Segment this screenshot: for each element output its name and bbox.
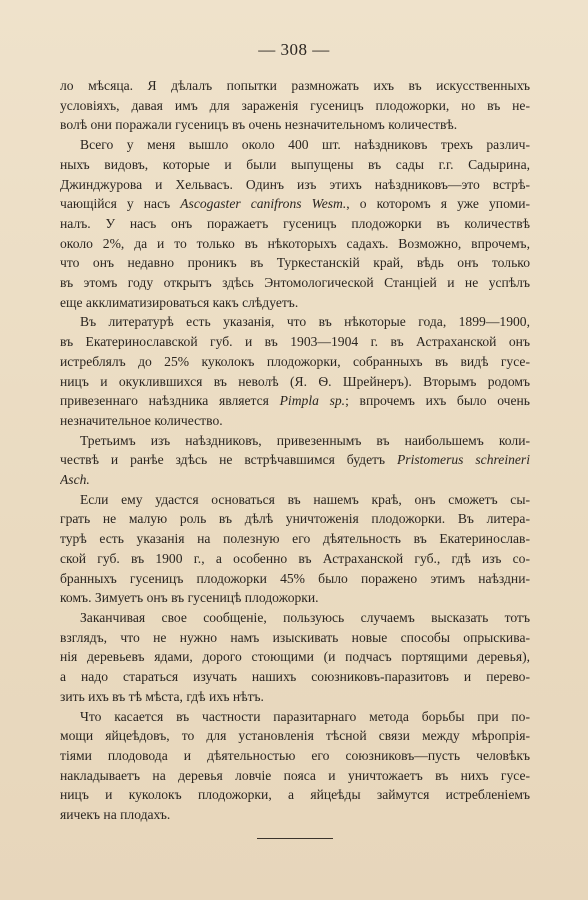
text-line xyxy=(60,470,530,490)
text-line: нія деревьевъ ядами, дорого стоющими (и подчасъ портящими деревья), xyxy=(60,649,530,665)
text-line: въ Екатеринославской губ. и въ 1903—1904 г. въ Астраханской онъ xyxy=(60,334,530,350)
text-line: ницъ и куколокъ плодожорки, а яйцеѣды займутся истребленіемъ xyxy=(60,787,530,803)
text-line: Заканчивая свое сообщеніе, пользуюсь случаемъ высказать тотъ xyxy=(80,609,530,625)
text-line: привезеннаго наѣздника является Pimpla sp.; впрочемъ ихъ было очень xyxy=(60,393,530,409)
text-line: въ этомъ году открытъ здѣсь Энтомологической Станціей и не успѣлъ xyxy=(60,275,530,291)
text-line: еще акклиматизироваться какъ слѣдуетъ. xyxy=(60,294,299,310)
text-line: Джинджурова и Хельвасъ. Одинъ изъ этихъ наѣздниковъ—это встрѣ- xyxy=(60,176,530,192)
text-line: что онъ недавно проникъ въ Туркестанскій край, вѣдь онъ только xyxy=(60,255,530,271)
text-line: грать не малую роль въ дѣлѣ уничтоженія плодожорки. Въ литера- xyxy=(60,511,530,527)
text-line: ныхъ видовъ, которые и были выпущены въ сады г.г. Садырина, xyxy=(60,156,530,172)
text-line: тіями плодовода и дѣятельностью его союзниковъ—пусть человѣкъ xyxy=(60,747,530,763)
body-text xyxy=(60,76,530,825)
text-line: Что касается въ частности паразитарнаго метода борьбы при по- xyxy=(80,708,530,724)
page-number: — 308 — xyxy=(258,40,330,59)
text-line: накладываетъ на деревья ловчіе пояса и уничтожаетъ въ нихъ гусе- xyxy=(60,767,530,783)
text-line: а надо стараться изучать нашихъ союзниковъ-паразитовъ и перево- xyxy=(60,669,530,685)
text-line: Всего у меня вышло около 400 шт. наѣздниковъ трехъ различ- xyxy=(80,137,530,153)
text-line: зить ихъ въ тѣ мѣста, гдѣ ихъ нѣтъ. xyxy=(60,688,264,704)
text-line: ницъ и окуклившихся въ неволѣ (Я. Ѳ. Шрейнеръ). Вторымъ родомъ xyxy=(60,373,530,389)
species-name: Pristomerus schreineri xyxy=(397,452,530,468)
text-line: Третьимъ изъ наѣздниковъ, привезеннымъ въ наибольшемъ коли- xyxy=(80,432,530,448)
text-line: турѣ есть указанія на полезную его дѣятельность въ Екатеринослав- xyxy=(60,531,530,547)
text-line: взглядъ, что не нужно намъ изыскивать новые способы опрыскива- xyxy=(60,629,530,645)
text-line: истреблялъ до 25% куколокъ плодожорки, собранныхъ въ видѣ гусе- xyxy=(60,353,530,369)
text-line: чающійся у насъ Ascogaster canifrons Wesm., о которомъ я уже упоми- xyxy=(60,196,530,212)
text-line: около 2%, да и то только въ нѣкоторыхъ садахъ. Возможно, впрочемъ, xyxy=(60,235,530,251)
text-line: чествѣ и ранѣе здѣсь не встрѣчавшимся будетъ Pristomerus schreineri xyxy=(60,452,530,468)
text-line: бранныхъ гусеницъ плодожорки 45% было поражено этимъ наѣздни- xyxy=(60,570,530,586)
text-line: условіяхъ, давая имъ для зараженія гусеницъ плодожорки, но въ не- xyxy=(60,97,530,113)
text-line: Если ему удастся основаться въ нашемъ краѣ, онъ сможетъ сы- xyxy=(80,491,530,507)
text-line: ло мѣсяца. Я дѣлалъ попытки размножать ихъ въ искусственныхъ xyxy=(60,78,530,93)
text-line: волѣ они поражали гусеницъ въ очень незначительномъ количествѣ. xyxy=(60,117,458,133)
text-line: налъ. У насъ онъ поражаетъ гусеницъ плодожорки въ количествѣ xyxy=(60,215,530,231)
text-line: мощи яйцеѣдовъ, то для установленія тѣсной связи между мѣропрія- xyxy=(60,728,530,744)
species-name: Pimpla sp. xyxy=(279,393,346,409)
text-line: комъ. Зимуетъ онъ въ гусеницѣ плодожорки. xyxy=(60,590,319,606)
text-line: незначительное количество. xyxy=(60,412,223,428)
closing-rule xyxy=(257,838,333,839)
text-line: ской губ. въ 1900 г., а особенно въ Астраханской губ., гдѣ изъ со- xyxy=(60,550,530,566)
species-name: Ascogaster canifrons Wesm. xyxy=(180,196,347,212)
species-name: Asch. xyxy=(60,472,90,488)
text-line: яичекъ на плодахъ. xyxy=(60,807,171,823)
text-line: Въ литературѣ есть указанія, что въ нѣкоторые года, 1899—1900, xyxy=(80,314,530,330)
